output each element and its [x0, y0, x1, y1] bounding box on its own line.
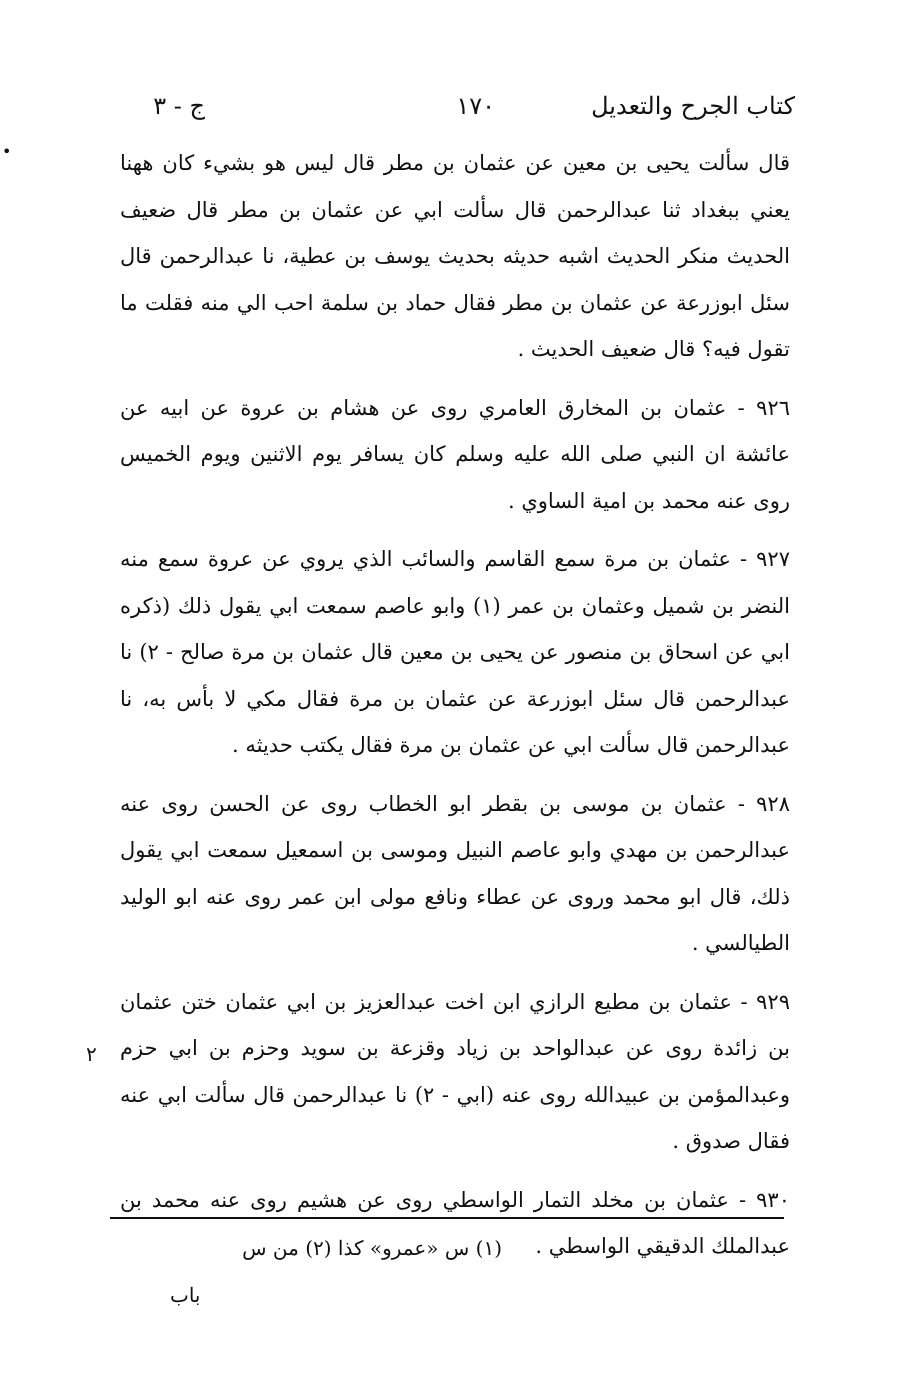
entry-927: ٩٢٧ - عثمان بن مرة سمع القاسم والسائب الذي يروي عن عروة سمع منه النضر بن شميل وعثمان بن عمر (١) وابو عاصم سمعت ابي يقول ذلك (ذكره ابي عن اسحاق بن منصور عن يحيى بن معين قال عثمان بن مرة صالح - ٢) نا عبدالرحمن قال سئل ابوزرعة عن عثمان بن مرة فقال مكي لا بأس به، نا عبدالرحمن قال سألت ابي عن عثمان بن مرة فقال يكتب حديثه . — [120, 547, 790, 757]
entry-928: ٩٢٨ - عثمان بن موسى بن بقطر ابو الخطاب روى عن الحسن روى عنه عبدالرحمن بن مهدي وابو عاصم النبيل وموسى بن اسمعيل سمعت ابي يقول ذلك، قال ابو محمد وروى عن عطاء ونافع مولى ابن عمر روى عنه ابو الوليد الطيالسي . — [120, 791, 790, 955]
running-header — [130, 92, 795, 132]
page-number: ١٧٠ — [456, 92, 495, 120]
entry-929: ٩٢٩ - عثمان بن مطيع الرازي ابن اخت عبدالعزيز بن ابي عثمان ختن عثمان بن زائدة روى عن عبدالواحد بن زياد وقزعة بن سويد وحزم بن ابي حزم وعبدالمؤمن بن عبيدالله روى عنه (ابي - ٢) نا عبدالرحمن قال سألت ابي عنه فقال صدوق . — [120, 989, 790, 1153]
volume-label: ج - ٣ — [153, 92, 205, 120]
paragraph-continued: قال سألت يحيى بن معين عن عثمان بن مطر قال ليس هو بشيء كان ههنا يعني ببغداد ثنا عبدالرحمن قال سألت ابي عن عثمان بن مطر قال ضعيف الحديث منكر الحديث اشبه حديثه بحديث يوسف بن عطية، نا عبدالرحمن قال سئل ابوزرعة عن عثمان بن مطر فقال حماد بن سلمة احب الي منه فقلت ما تقول فيه؟ قال ضعيف الحديث . — [120, 151, 790, 361]
margin-note: ٢ — [86, 1042, 97, 1066]
entry-930: ٩٣٠ - عثمان بن مخلد التمار الواسطي روى عن هشيم روى عنه محمد بن عبدالملك الدقيقي الواسطي . — [120, 1187, 790, 1258]
footnote-divider — [110, 1217, 784, 1219]
margin-dot: • — [2, 142, 12, 161]
entry-926: ٩٢٦ - عثمان بن المخارق العامري روى عن هشام بن عروة عن ابيه عن عائشة ان النبي صلى الله عليه وسلم كان يسافر يوم الاثنين ويوم الخميس روى عنه محمد بن امية الساوي . — [120, 395, 790, 513]
book-title: كتاب الجرح والتعديل — [591, 92, 795, 120]
catchword: باب — [170, 1283, 201, 1307]
main-text — [120, 140, 790, 1282]
footnote: (١) س «عمرو» كذا (٢) من س — [242, 1236, 502, 1260]
